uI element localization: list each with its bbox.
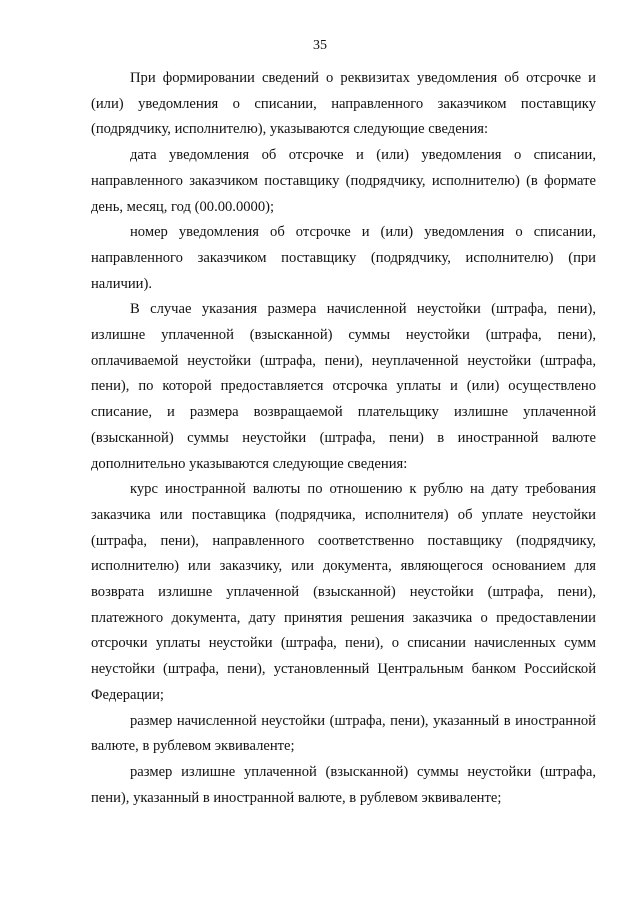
page-number: 35 bbox=[313, 38, 327, 53]
paragraph-notice-number: номер уведомления об отсрочке и (или) уведомления о списании, направленного заказчиком поставщику (подрядчику, исполнителю) (при наличии). bbox=[91, 224, 596, 292]
paragraph-exchange-rate: курс иностранной валюты по отношению к рублю на дату требования заказчика или поставщика (подрядчика, исполнителя) об уплате неустойки (штрафа, пени), направленного соответственно поставщику (подрядчику, исполнителю) или заказчику, или документа, являющегося основанием для возврата излишне уплаченной (взысканной) неустойки (штрафа, пени), платежного документа, дату принятия решения заказчика о предоставлении отсрочки уплаты неустойки (штрафа, пени), о списании начисленных сумм неустойки (штрафа, пени), установленный Центральным банком Российской Федерации; bbox=[91, 481, 596, 703]
paragraph-notice-requisites: При формировании сведений о реквизитах уведомления об отсрочке и (или) уведомления о списании, направленного заказчиком поставщику (подрядчику, исполнителю), указываются следующие сведения: bbox=[91, 70, 596, 138]
paragraph-overpaid-penalty: размер излишне уплаченной (взысканной) суммы неустойки (штрафа, пени), указанный в иностранной валюте, в рублевом эквиваленте; bbox=[91, 763, 596, 806]
paragraph-foreign-currency-intro: В случае указания размера начисленной неустойки (штрафа, пени), излишне уплаченной (взысканной) суммы неустойки (штрафа, пени), оплачиваемой неустойки (штрафа, пени), неуплаченной неустойки (штрафа, пени), по которой предоставляется отсрочка уплаты и (или) осуществлено списание, и размера возвращаемой плательщику излишне уплаченной (взысканной) суммы неустойки (штрафа, пени) в иностранной валюте дополнительно указываются следующие сведения: bbox=[91, 301, 596, 472]
paragraph-accrued-penalty: размер начисленной неустойки (штрафа, пени), указанный в иностранной валюте, в рублевом эквиваленте; bbox=[91, 712, 596, 755]
document-body bbox=[91, 66, 596, 811]
paragraph-notice-date: дата уведомления об отсрочке и (или) уведомления о списании, направленного заказчиком поставщику (подрядчику, исполнителю) (в формате день, месяц, год (00.00.0000); bbox=[91, 147, 596, 215]
